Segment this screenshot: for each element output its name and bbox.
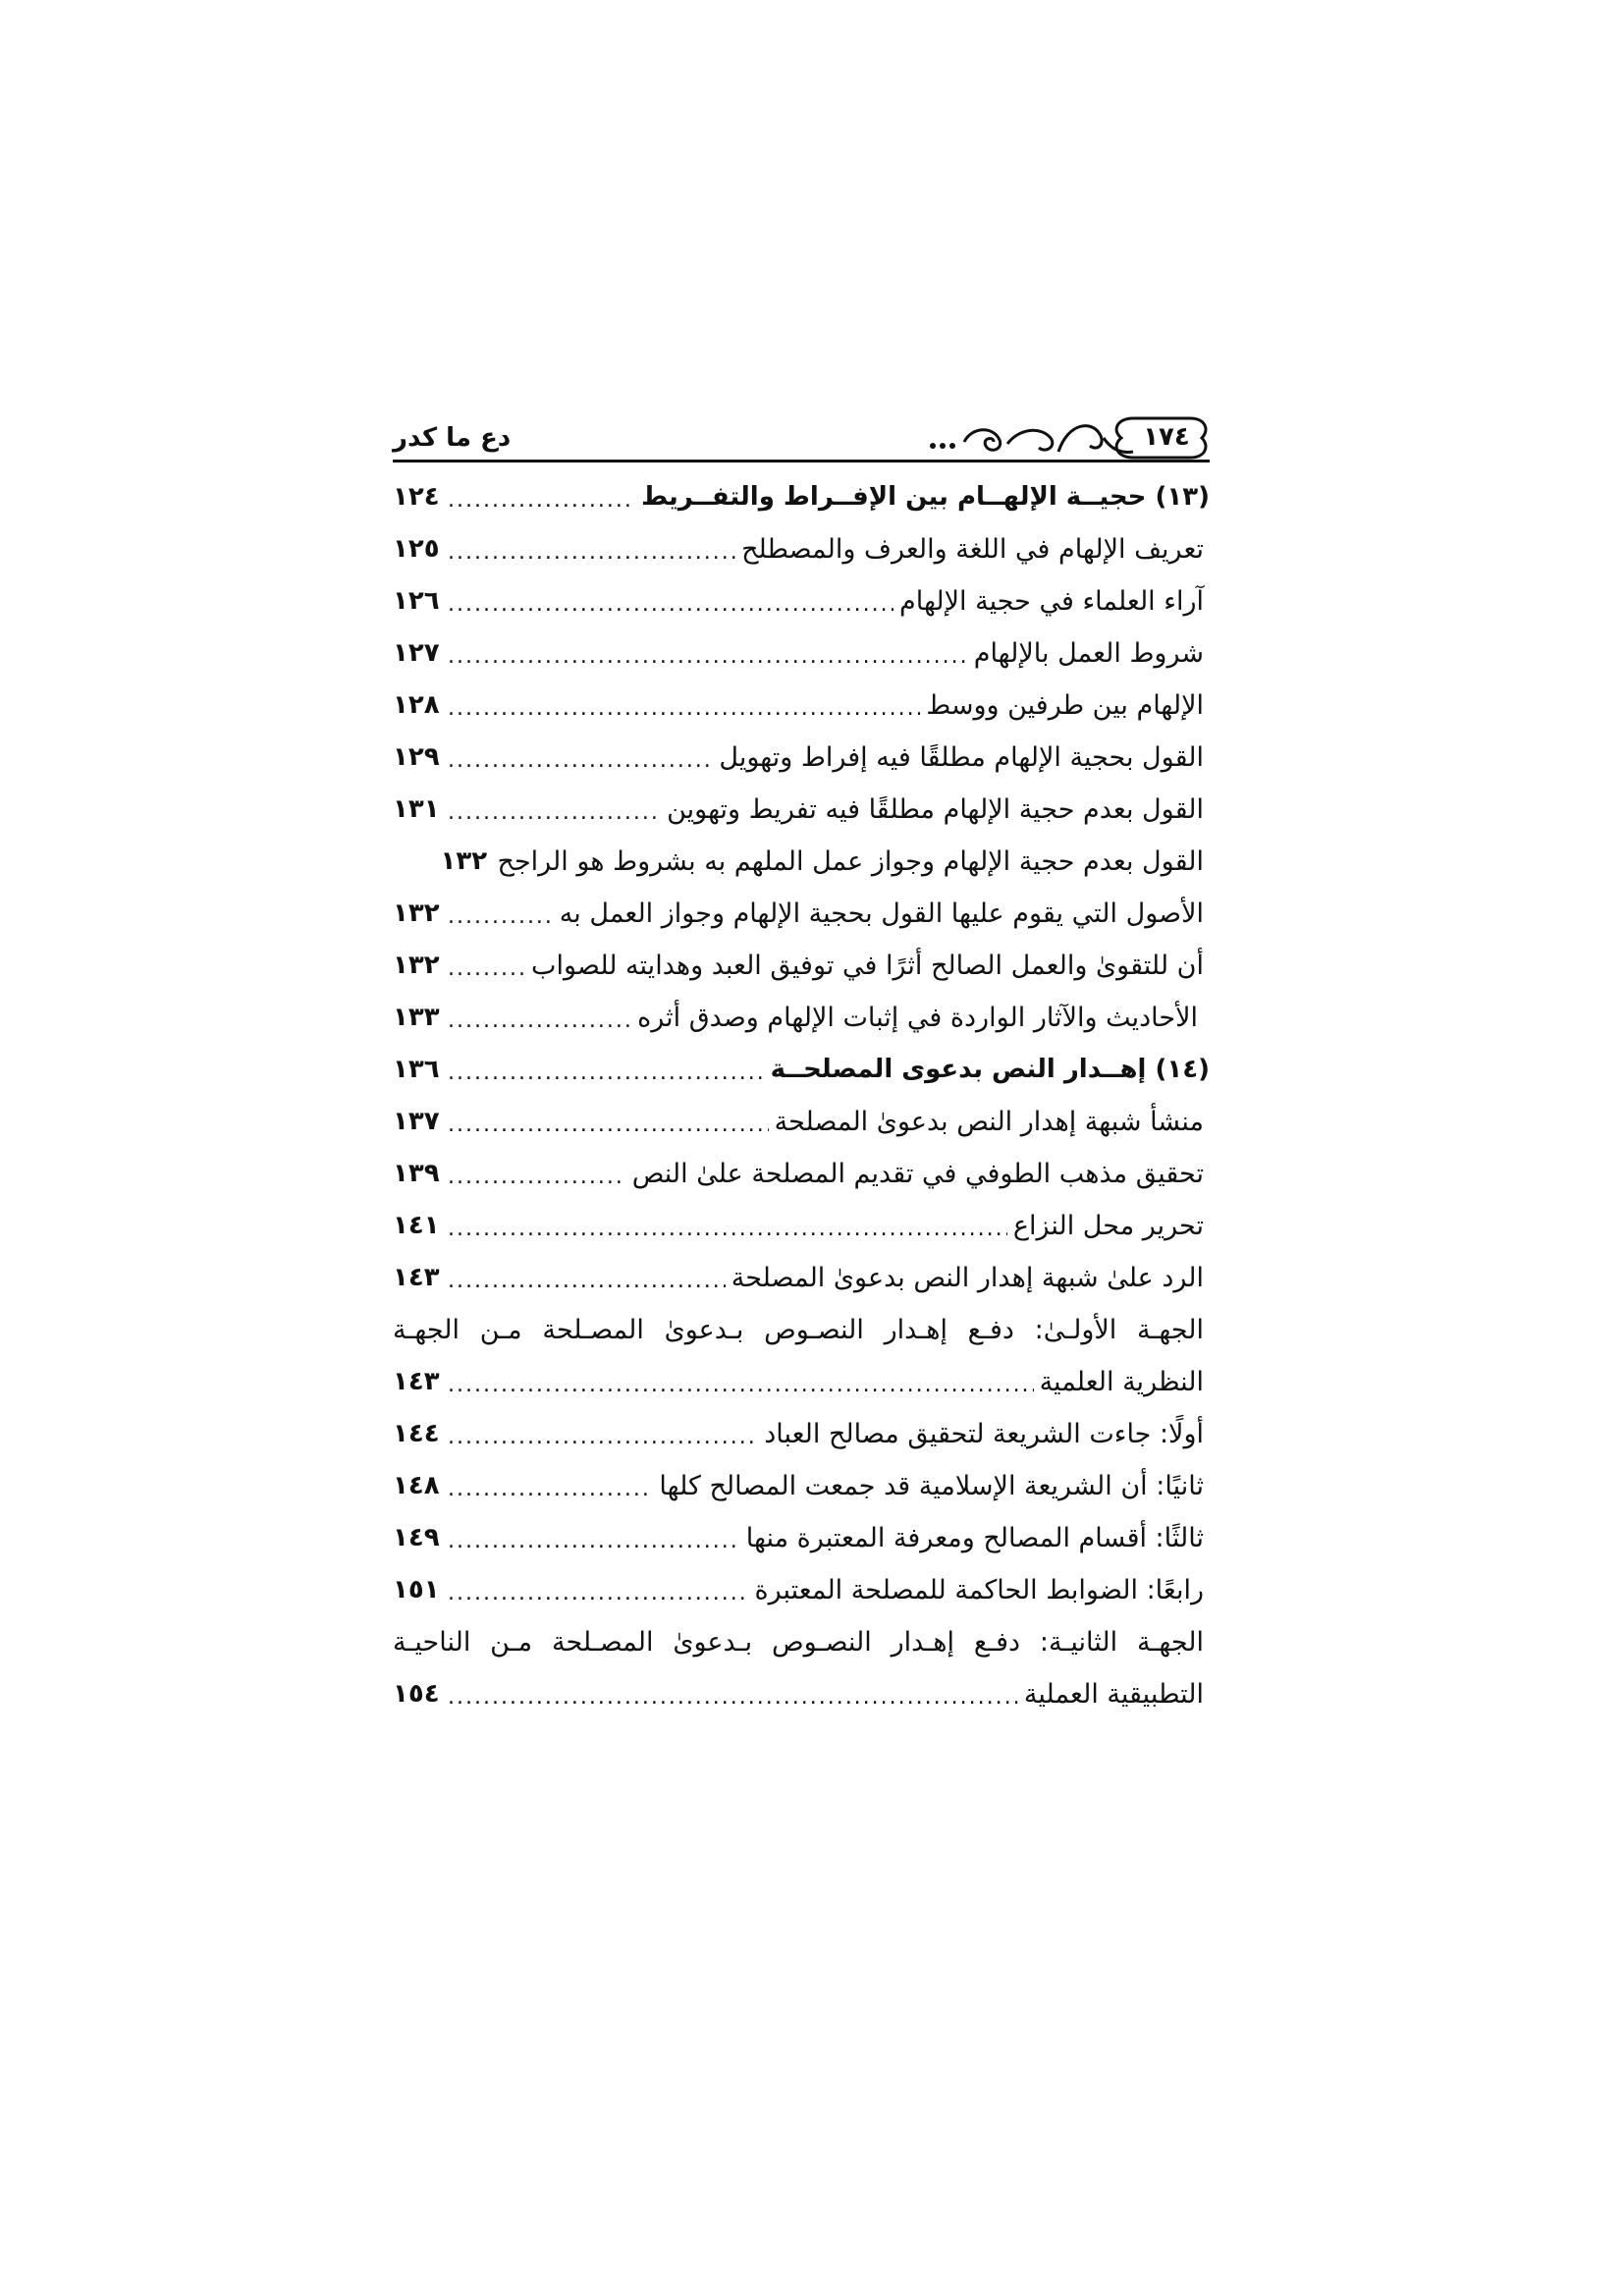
toc-entry-title: القول بعدم حجية الإلهام وجواز عمل الملهم به بشروط هو الراجح xyxy=(497,846,1204,877)
toc-entry-title: الإلهام بين طرفين ووسط xyxy=(926,690,1204,721)
toc-entry[interactable] xyxy=(393,1408,1210,1460)
toc-entry-title: رابعًا: الضوابط الحاكمة للمصلحة المعتبرة xyxy=(754,1575,1204,1605)
leader-dots xyxy=(448,992,631,1044)
toc-entry-title: الرد علىٰ شبهة إهدار النص بدعوىٰ المصلحة xyxy=(731,1263,1204,1293)
toc-entry[interactable] xyxy=(393,992,1210,1044)
toc-entry[interactable] xyxy=(393,471,1210,523)
leader-dots xyxy=(448,1252,726,1304)
page-number: ١٧٤ xyxy=(1143,422,1190,452)
toc-entry-page: ١٤٩ xyxy=(393,1523,440,1552)
toc-entry-page: ١٢٤ xyxy=(393,482,440,512)
toc-entry-page: ١٣١ xyxy=(393,794,440,824)
leader-dots xyxy=(448,1408,758,1460)
toc-entry-page: ١٥٤ xyxy=(393,1679,440,1709)
toc-entry-title: (١٤) إهــدار النص بدعوى المصلحــة xyxy=(770,1055,1210,1084)
toc-entry-page: ١٤١ xyxy=(393,1211,440,1240)
leader-dots xyxy=(448,1200,1007,1252)
page-header xyxy=(393,412,1210,463)
toc-entry-page: ١٥١ xyxy=(393,1575,440,1605)
toc-entry-title: الجهـة الثانيـة: دفـع إهـدار النصـوص بـدعوىٰ المصـلحة مـن الناحيـة xyxy=(393,1627,1204,1658)
toc-entry-page: ١٤٣ xyxy=(393,1263,440,1292)
toc-entry-page: ١٣٩ xyxy=(393,1159,440,1188)
toc-entry-page: ١٤٤ xyxy=(393,1419,440,1448)
toc-entry[interactable] xyxy=(393,1200,1210,1252)
leader-dots xyxy=(448,1356,1034,1408)
toc-entry-page: ١٣٢ xyxy=(393,898,440,928)
toc-entry-title: الأصول التي يقوم عليها القول بحجية الإلهام وجواز العمل به xyxy=(559,898,1204,929)
toc-entry[interactable] xyxy=(393,836,1210,888)
toc-entry-title: شروط العمل بالإلهام xyxy=(973,638,1204,669)
toc-entry-title: تحقيق مذهب الطوفي في تقديم المصلحة علىٰ النص xyxy=(631,1159,1204,1189)
toc-entry[interactable] xyxy=(393,1668,1210,1720)
leader-dots xyxy=(448,680,920,732)
leader-dots xyxy=(448,471,635,523)
leader-dots xyxy=(448,523,735,575)
toc-entry-title: أن للتقوىٰ والعمل الصالح أثرًا في توفيق العبد وهدايته للصواب xyxy=(531,951,1204,981)
leader-dots xyxy=(448,1564,748,1616)
toc-entry-title: النظرية العلمية xyxy=(1039,1367,1204,1397)
toc-entry[interactable] xyxy=(393,1564,1210,1616)
toc-entry-title: ثانيًا: أن الشريعة الإسلامية قد جمعت المصالح كلها xyxy=(659,1471,1204,1501)
toc-entry-page: ١٢٧ xyxy=(393,638,440,668)
toc-entry[interactable] xyxy=(393,523,1210,575)
toc-entry-page: ١٣٣ xyxy=(393,1003,440,1032)
toc-entry-page: ١٤٨ xyxy=(393,1471,440,1500)
toc-entry-title: تعريف الإلهام في اللغة والعرف والمصطلح xyxy=(741,534,1204,565)
table-of-contents xyxy=(393,471,1210,1720)
toc-entry-title: الجهـة الأولـىٰ: دفـع إهـدار النصـوص بـدعوىٰ المصـلحة مـن الجهـة xyxy=(393,1315,1204,1345)
leader-dots xyxy=(448,1096,769,1148)
leader-dots xyxy=(448,627,968,680)
toc-entry[interactable] xyxy=(393,732,1210,784)
toc-entry-page: ١٣٢ xyxy=(393,951,440,980)
toc-entry[interactable] xyxy=(393,1148,1210,1200)
toc-entry[interactable] xyxy=(393,1512,1210,1564)
toc-entry[interactable] xyxy=(393,940,1210,992)
leader-dots xyxy=(448,888,554,940)
leader-dots xyxy=(448,940,525,992)
toc-entry-title: (١٣) حجيــة الإلهــام بين الإفــراط والتفــريط xyxy=(641,482,1210,512)
toc-entry[interactable] xyxy=(393,1460,1210,1512)
toc-entry[interactable] xyxy=(393,1096,1210,1148)
toc-entry-title: التطبيقية العملية xyxy=(1023,1679,1204,1710)
toc-entry-wrapped-line[interactable] xyxy=(393,1304,1210,1356)
toc-entry[interactable] xyxy=(393,784,1210,836)
leader-dots xyxy=(448,1512,740,1564)
toc-entry-page: ١٢٥ xyxy=(393,534,440,564)
toc-entry[interactable] xyxy=(393,627,1210,680)
toc-entry-page: ١٢٨ xyxy=(393,690,440,720)
toc-entry-title: القول بحجية الإلهام مطلقًا فيه إفراط وتهويل xyxy=(719,742,1204,773)
running-title: دع ما كدر xyxy=(393,423,512,453)
header-divider xyxy=(393,460,1210,462)
toc-entry-page: ١٢٩ xyxy=(393,742,440,772)
leader-dots xyxy=(448,1668,1018,1720)
toc-entry-title: منشأ شبهة إهدار النص بدعوىٰ المصلحة xyxy=(774,1107,1204,1137)
leader-dots xyxy=(448,1460,653,1512)
toc-entry[interactable] xyxy=(393,1044,1210,1096)
toc-entry-title: أولًا: جاءت الشريعة لتحقيق مصالح العباد xyxy=(764,1419,1204,1449)
toc-entry-title: آراء العلماء في حجية الإلهام xyxy=(899,586,1204,617)
leader-dots xyxy=(448,784,661,836)
toc-entry[interactable] xyxy=(393,1252,1210,1304)
toc-entry-page: ١٢٦ xyxy=(393,586,440,616)
toc-entry-wrapped-line[interactable] xyxy=(393,1616,1210,1668)
toc-entry-page: ١٣٢ xyxy=(440,846,488,876)
leader-dots xyxy=(448,732,713,784)
toc-entry-title: تحرير محل النزاع xyxy=(1012,1211,1204,1241)
toc-entry[interactable] xyxy=(393,1356,1210,1408)
toc-entry[interactable] xyxy=(393,680,1210,732)
leader-dots xyxy=(448,1044,765,1096)
toc-entry-title: الأحاديث والآثار الواردة في إثبات الإلهام وصدق أثره xyxy=(637,1003,1198,1033)
toc-entry[interactable] xyxy=(393,575,1210,627)
toc-entry-page: ١٣٧ xyxy=(393,1107,440,1136)
toc-entry-page: ١٣٦ xyxy=(393,1055,440,1084)
book-page xyxy=(393,412,1210,1787)
toc-entry-title: القول بعدم حجية الإلهام مطلقًا فيه تفريط وتهوين xyxy=(667,794,1204,825)
toc-entry[interactable] xyxy=(393,888,1210,940)
toc-entry-title: ثالثًا: أقسام المصالح ومعرفة المعتبرة منها xyxy=(745,1523,1204,1553)
leader-dots xyxy=(448,575,893,627)
toc-entry-page: ١٤٣ xyxy=(393,1367,440,1396)
leader-dots xyxy=(448,1148,626,1200)
